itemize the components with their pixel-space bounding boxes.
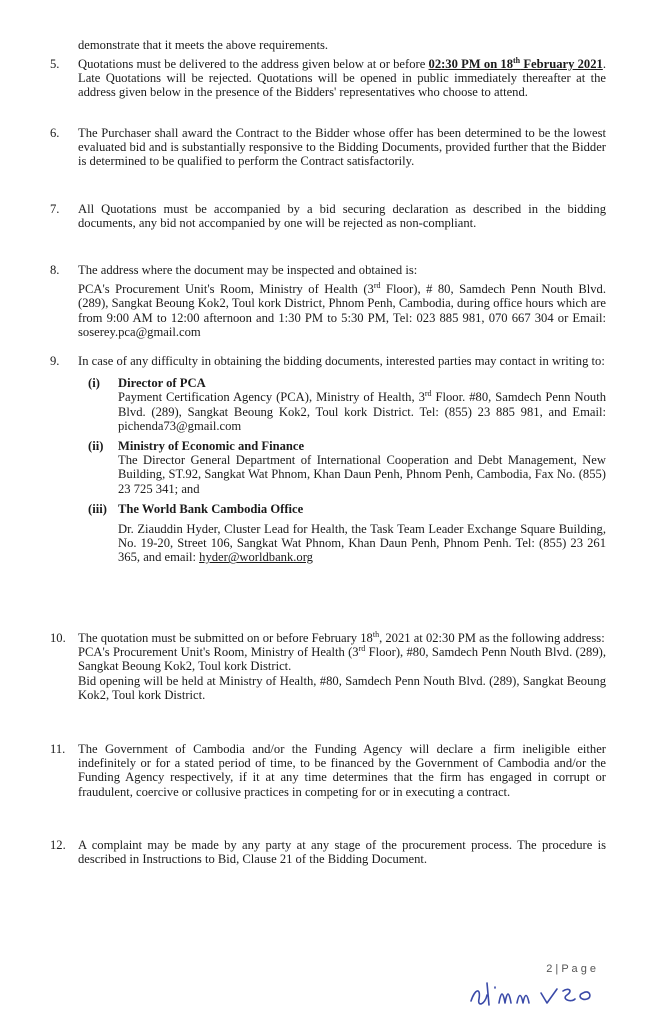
clause-12 [50,838,606,866]
clause-number: 10. [50,631,66,645]
contact-details: The Director General Department of International Cooperation and Debt Management, New Building, ST.92, Sangkat Wat Phnom, Khan Daun Penh, Phnom Penh, Cambodia, Fax No. (855) 23 725 341; and [118,453,606,496]
contact-director-pca: (i) Director of PCA Payment Certification Agency (PCA), Ministry of Health, 3rd Floor. #80, Samdech Penn Nouth Blvd. (289), Sangkat Beoung Kok2, Toul kork District. Tel: (855) 23 885 981, and Email: pichenda73@gmail.com [88,376,606,433]
clause-number: 5. [50,57,60,71]
clause-text: The Purchaser shall award the Contract to the Bidder whose offer has been determined to be the lowest evaluated bid and is substantially responsive to the Bidding Documents, provided further that the Bidder is determined to be qualified to perform the Contract satisfactorily. [78,126,606,169]
clause-11 [50,742,606,799]
clause-9 [50,354,606,565]
clause-number: 7. [50,202,60,216]
contact-title: The World Bank Cambodia Office [118,501,304,516]
clause-number: 11. [50,742,66,756]
clause-8 [50,263,606,339]
intro-line: demonstrate that it meets the above requirements. [78,38,329,52]
contact-ministry-finance: (ii) Ministry of Economic and Finance The Director General Department of International Cooperation and Debt Management, New Building, ST.92, Sangkat Wat Phnom, Khan Daun Penh, Phnom Penh, Cambodia, Fax No. (855) 23 725 341; and [88,439,606,496]
contact-title: Director of PCA [118,376,206,391]
email-link[interactable]: hyder@worldbank.org [199,550,313,565]
clause-5 [50,57,606,100]
clause-text: Quotations must be delivered to the address given below at or before [78,57,429,71]
contact-title: Ministry of Economic and Finance [118,439,305,454]
clause-text: . Late Quotations will be rejected. Quotations will be opened in public immediately thereafter at the address given below in the presence of the Bidders' representatives who choose to attend. [78,57,606,100]
clause-number: 6. [50,126,60,140]
clause-number: 8. [50,263,60,277]
clause-number: 12. [50,838,66,852]
clause-text: The Government of Cambodia and/or the Funding Agency will declare a firm ineligible either indefinitely or for a stated period of time, to be financed by the Government of Cambodia and/or the Funding Agency respectively, if it at any time determines that the firm has engaged in corrupt or fraudulent, coercive or collusive practices in competing for or in executing a contract. [78,742,606,799]
clause-text: The address where the document may be inspected and obtained is: [78,263,418,277]
clause-10 [50,631,606,702]
submission-address: PCA's Procurement Unit's Room, Ministry of Health (3rd Floor), #80, Samdech Penn Nouth Blvd. (289), Sangkat Beoung Kok2, Toul kork District. [78,644,606,674]
inspection-address: PCA's Procurement Unit's Room, Ministry of Health (3rd Floor), # 80, Samdech Penn Nouth Blvd. (289), Sangkat Beoung Kok2, Toul kork District, Phnom Penh, Cambodia, during office hours which are from 9:00 AM to 12:00 afternoon and 1:30 PM to 5:30 PM, Tel: 023 885 981, 070 667 304 or Email: soserey.pca@gmail.com [78,281,606,339]
clause-text: All Quotations must be accompanied by a bid securing declaration as described in the bidding documents, any bid not accompanied by one will be rejected as non-compliant. [78,202,606,231]
clause-text: In case of any difficulty in obtaining the bidding documents, interested parties may contact in writing to: [78,354,605,368]
clause-7 [50,202,606,230]
contact-world-bank: (iii) The World Bank Cambodia Office Dr. Ziauddin Hyder, Cluster Lead for Health, the Task Team Leader Exchange Square Building, No. 19-20, Street 106, Sangkat Wat Phnom, Khan Daun Penh, Phnom Penh. Tel: (855) 23 261 365, and email: hyder@worldbank.org [88,501,606,565]
bid-opening: Bid opening will be held at Ministry of Health, #80, Samdech Penn Nouth Blvd. (289), Sangkat Beoung Kok2, Toul kork District. [78,673,606,702]
handwritten-signature [465,975,605,1013]
contact-details: Payment Certification Agency (PCA), Ministry of Health, 3rd Floor. #80, Samdech Penn Nouth Blvd. (289), Sangkat Beoung Kok2, Toul kork District. Tel: (855) 23 885 981, and Email: pichenda73@gmail.com [118,389,606,433]
clause-number: 9. [50,354,60,368]
clause-text: The quotation must be submitted on or before February 18th, 2021 at 02:30 PM as the following address: [78,629,605,645]
deadline-time: 02:30 PM on 18th February 2021 [428,55,603,71]
clause-6 [50,126,606,169]
clause-text: A complaint may be made by any party at any stage of the procurement process. The procedure is described in Instructions to Bid, Clause 21 of the Bidding Document. [78,838,606,867]
contact-details: Dr. Ziauddin Hyder, Cluster Lead for Health, the Task Team Leader Exchange Square Building, No. 19-20, Street 106, Sangkat Wat Phnom, Khan Daun Penh, Phnom Penh. Tel: (855) 23 261 365, and email: hyder@worldbank.org [118,522,606,565]
page-number: 2 | P a g e [546,963,596,975]
